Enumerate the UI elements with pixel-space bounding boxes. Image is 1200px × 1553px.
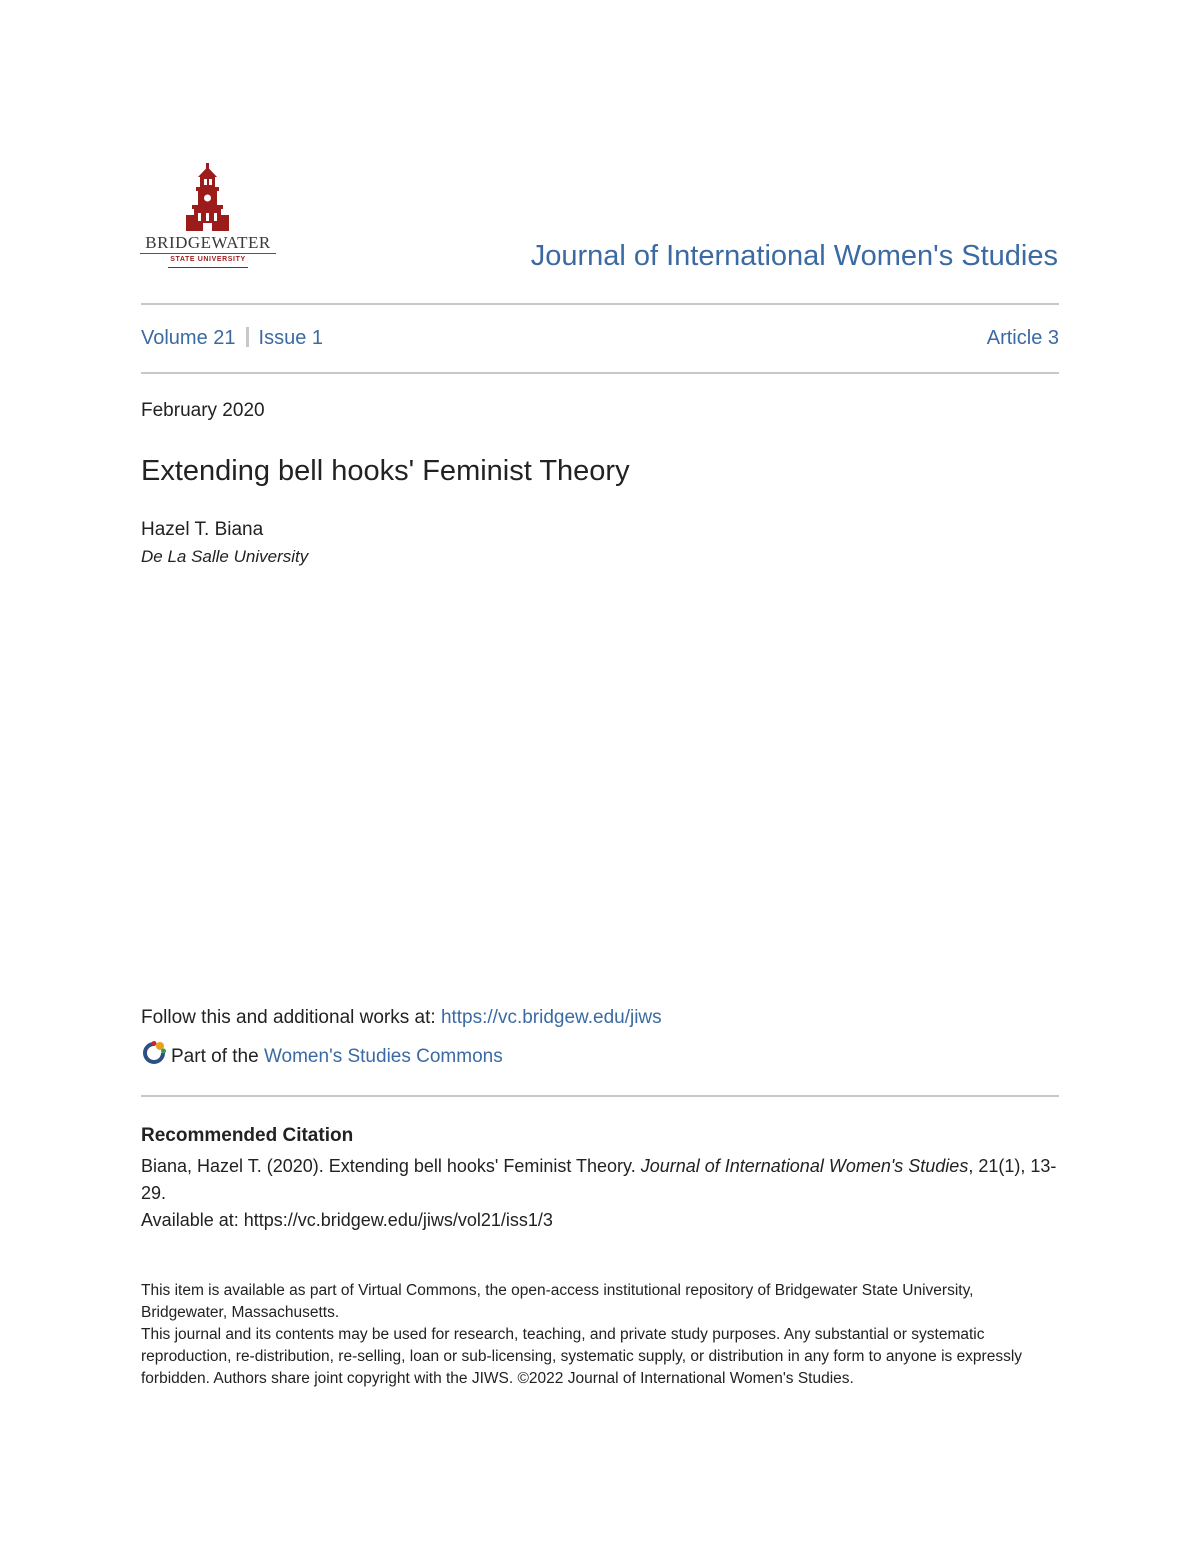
volume-issue-line: [141, 327, 323, 350]
footer-repository-note: This item is available as part of Virtual Commons, the open-access institutional repository of Bridgewater State University, Bridgewater, Massachusetts.: [141, 1282, 974, 1321]
tower-icon: [140, 163, 276, 233]
issue-link[interactable]: Issue 1: [258, 327, 323, 349]
citation-volume: , 21(1), 13-29.: [141, 1156, 1057, 1203]
article-number-link[interactable]: Article 3: [986, 327, 1059, 349]
citation-journal: Journal of International Women's Studies: [640, 1156, 969, 1176]
citation-text: [141, 1153, 1061, 1234]
footer-copyright-note: This journal and its contents may be used for research, teaching, and private study purposes. Any substantial or systematic reproduction, re-distribution, re-selling, loan or sub-licensing, systematic supply, or distribution in any form to anyone is expressly forbidden. Authors share joint copyright with the JIWS. ©2022 Journal of International Women's Studies.: [141, 1326, 1023, 1387]
womens-studies-commons-link[interactable]: Women's Studies Commons: [263, 1046, 503, 1067]
follow-prefix: Follow this and additional works at:: [141, 1007, 441, 1028]
divider-bottom: [141, 1095, 1059, 1097]
bridgewater-logo[interactable]: [140, 163, 276, 273]
divider-middle: [141, 372, 1059, 374]
divider-top: [141, 303, 1059, 305]
separator: [246, 327, 249, 347]
citation-available: Available at: https://vc.bridgew.edu/jiws/vol21/iss1/3: [141, 1210, 553, 1230]
citation-heading: Recommended Citation: [141, 1125, 354, 1146]
author-affiliation: De La Salle University: [141, 547, 309, 566]
repository-link[interactable]: https://vc.bridgew.edu/jiws: [440, 1007, 662, 1028]
citation-main: Biana, Hazel T. (2020). Extending bell hooks' Feminist Theory.: [141, 1156, 641, 1176]
footer-notice: [141, 1280, 1051, 1390]
publication-date: February 2020: [141, 400, 265, 421]
follow-line: [141, 1007, 662, 1029]
part-of-line: [141, 1040, 503, 1072]
journal-title-link[interactable]: Journal of International Women's Studies: [530, 240, 1058, 272]
logo-wordmark: BRIDGEWATER: [145, 233, 271, 252]
article-title: Extending bell hooks' Feminist Theory: [141, 455, 630, 487]
volume-link[interactable]: Volume 21: [141, 327, 236, 349]
logo-underline: [168, 267, 248, 268]
logo-divider: [140, 253, 276, 254]
author-name: Hazel T. Biana: [141, 519, 264, 540]
part-of-prefix: Part of the: [171, 1046, 264, 1067]
logo-subtitle: STATE UNIVERSITY: [170, 256, 246, 263]
bepress-commons-icon: [141, 1040, 167, 1072]
